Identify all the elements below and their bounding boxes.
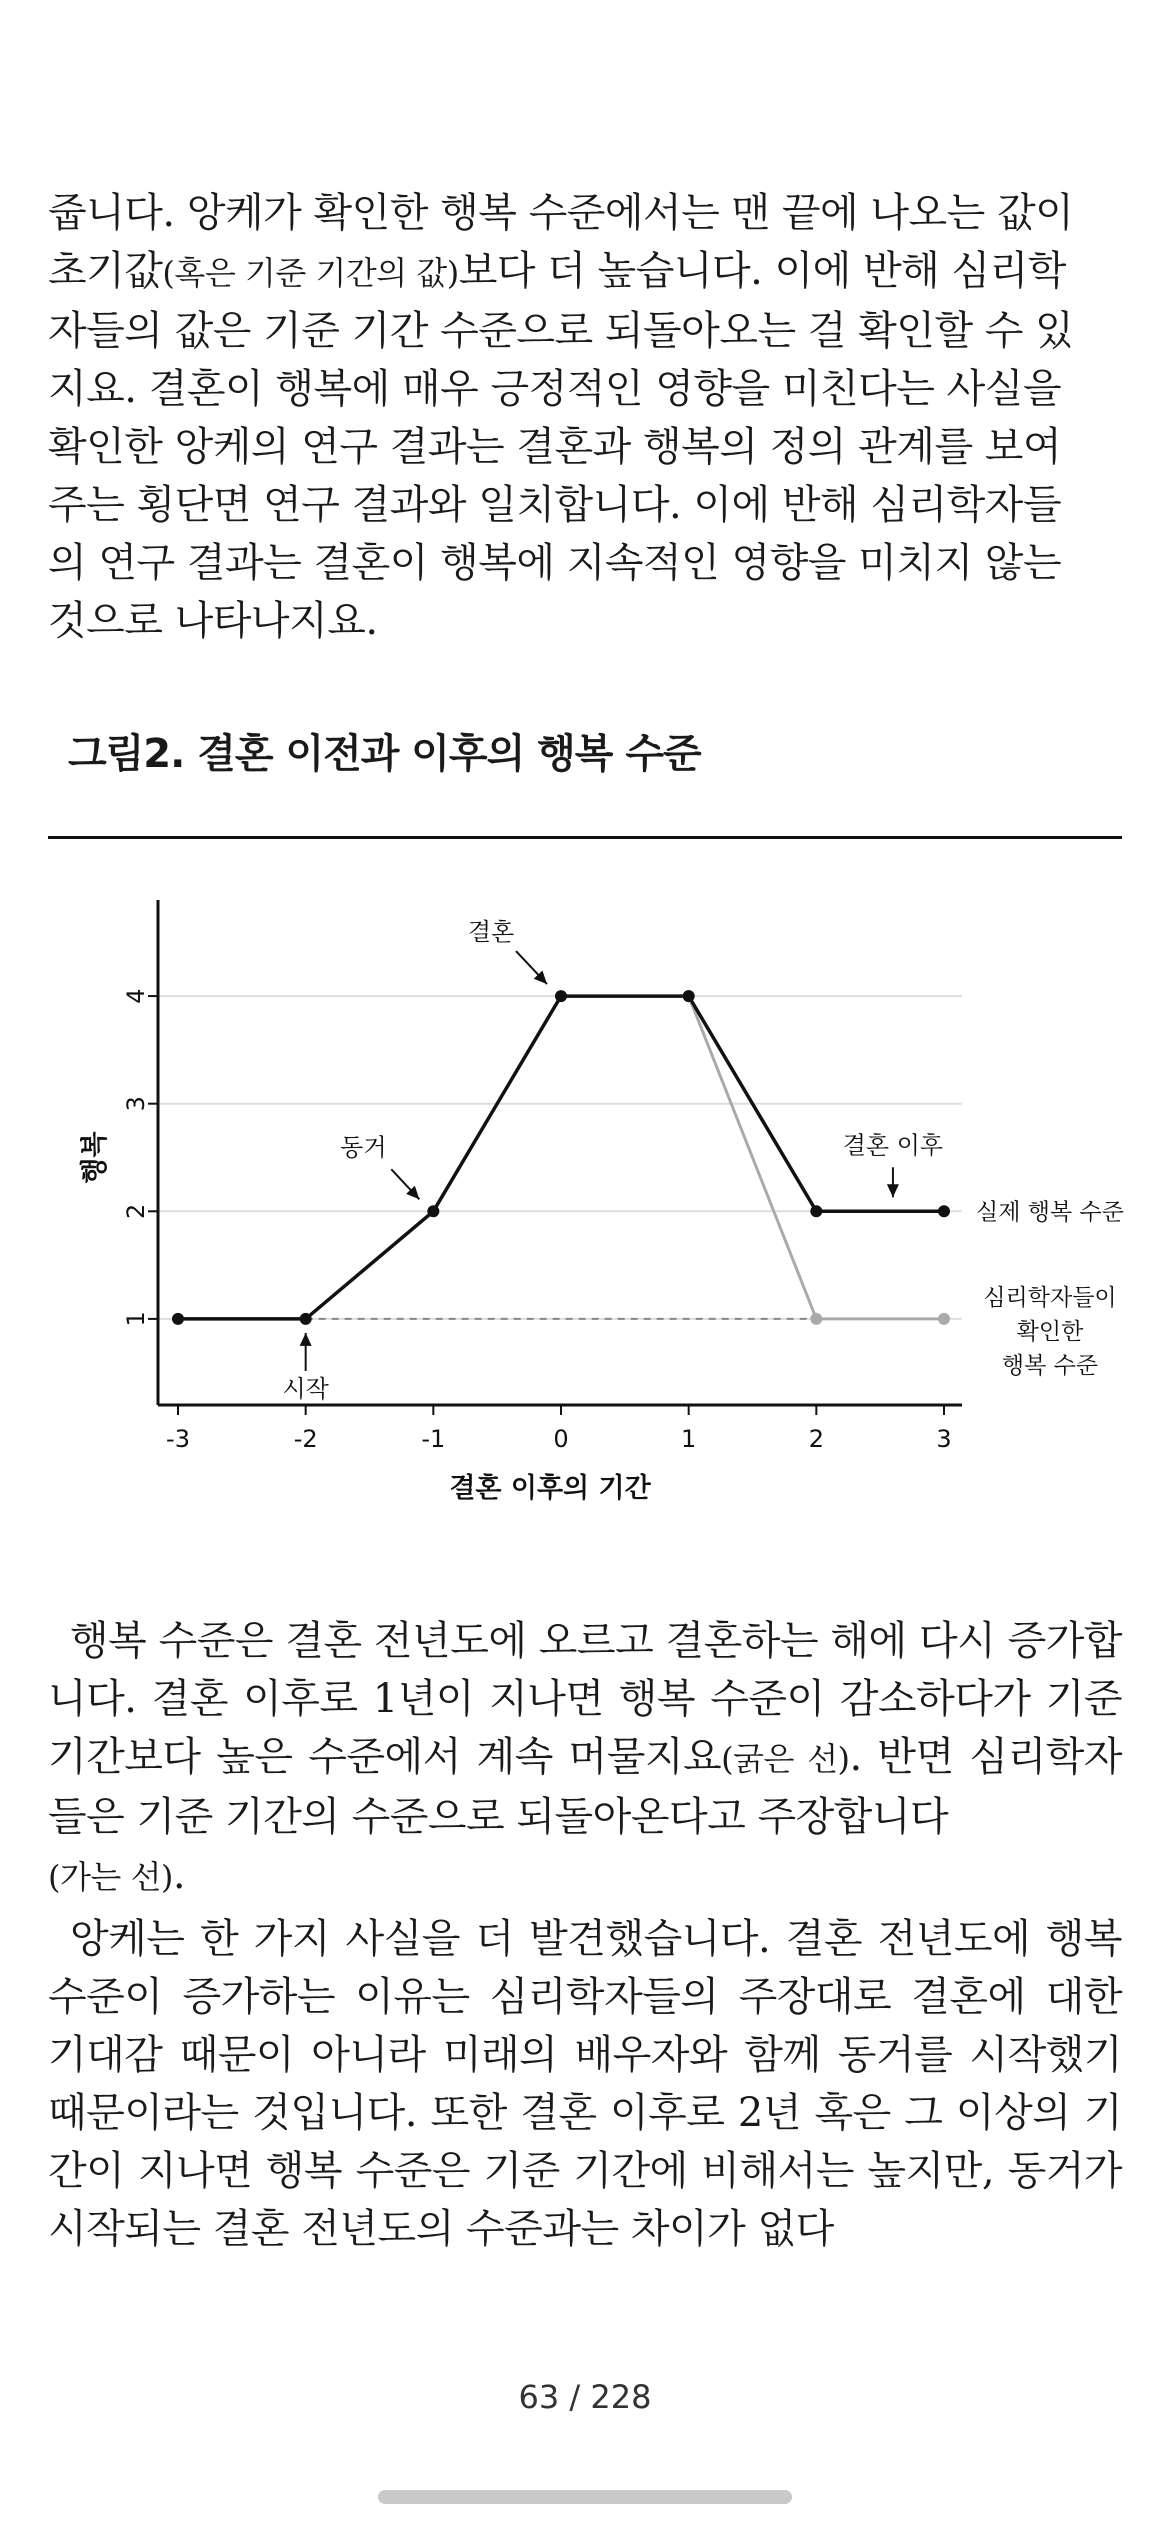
data-point xyxy=(555,990,567,1002)
series-label-actual: 실제 행복 수준 xyxy=(976,1199,1124,1226)
body-paragraph-2 xyxy=(48,1612,1122,1906)
x-tick-label: 2 xyxy=(808,1425,824,1453)
series-line xyxy=(178,996,944,1319)
data-point xyxy=(810,1313,822,1325)
y-tick-label: 3 xyxy=(122,1096,150,1112)
y-tick-label: 2 xyxy=(122,1203,150,1219)
chart-lines xyxy=(178,951,944,1371)
data-point xyxy=(938,1313,950,1325)
page-indicator: 63 / 228 xyxy=(518,2378,652,2416)
data-point xyxy=(938,1205,950,1217)
body-paragraph-3 xyxy=(48,1910,1122,2258)
x-tick-label: -1 xyxy=(421,1425,446,1453)
text-line: 초기값 xyxy=(48,248,163,294)
divider xyxy=(48,836,1122,839)
annotation-start: 시작 xyxy=(282,1374,329,1403)
text-aside: (가는 선) xyxy=(48,1858,173,1896)
arrow-head xyxy=(300,1333,312,1346)
text-aside: (굵은 선) xyxy=(721,1740,850,1778)
text-line: 확인한 앙케의 연구 결과는 결혼과 행복의 정의 관계를 보여 xyxy=(48,424,1062,470)
text-line: 주는 횡단면 연구 결과와 일치합니다. 이에 반해 심리학자들 xyxy=(48,482,1062,528)
series-label-psych: 행복 수준 xyxy=(1001,1352,1099,1379)
figure-title: 그림2. 결혼 이전과 이후의 행복 수준 xyxy=(68,731,701,777)
text-line: 자들의 값은 기준 기간 수준으로 되돌아오는 걸 확인할 수 있 xyxy=(48,308,1074,354)
data-point xyxy=(810,1205,822,1217)
series-label-psych: 확인한 xyxy=(1016,1318,1084,1345)
x-axis-label: 결혼 이후의 기간 xyxy=(449,1473,651,1504)
arrow-head xyxy=(887,1184,899,1197)
body-paragraph-1 xyxy=(48,184,1122,650)
annotation-marriage: 결혼 xyxy=(467,918,515,947)
happiness-chart xyxy=(0,880,1170,1520)
x-tick-label: 3 xyxy=(936,1425,952,1453)
y-axis-label: 행복 xyxy=(79,1131,111,1184)
text-run: 앙케는 한 가지 사실을 더 발견했습니다. 결혼 전년도에 행복 수준이 증가하는 이유는 심리학자들의 주장대로 결혼에 대한 기대감 때문이 아니라 미래의 배우자와 함께 동거를 시작했기 때문이라는 것입니다. 또한 결혼 이후로 2년 혹은 그 이상의 기간이 지나면 행복 수준은 기준 기간에 비해서는 높지만, 동거가 시작되는 결혼 전년도의 수준과는 차이가 없다 xyxy=(48,1916,1122,2252)
home-indicator[interactable] xyxy=(378,2490,792,2504)
x-tick-label: 1 xyxy=(681,1425,697,1453)
chart-marks xyxy=(172,990,950,1325)
y-tick-label: 4 xyxy=(122,988,150,1004)
text-line: 보다 더 높습니다. 이에 반해 심리학 xyxy=(458,248,1066,294)
data-point xyxy=(427,1205,439,1217)
chart-grid xyxy=(158,996,962,1319)
data-point xyxy=(172,1313,184,1325)
annotation-after-marriage: 결혼 이후 xyxy=(842,1131,944,1160)
text-line: 의 연구 결과는 결혼이 행복에 지속적인 영향을 미치지 않는 xyxy=(48,540,1062,586)
text-line: 것으로 나타나지요. xyxy=(48,598,378,644)
text-aside: (혹은 기준 기간의 값) xyxy=(162,254,459,292)
text-line: 줍니다. 앙케가 확인한 행복 수준에서는 맨 끝에 나오는 값이 xyxy=(48,190,1074,236)
text-run: . xyxy=(172,1852,186,1898)
data-point xyxy=(683,990,695,1002)
x-tick-label: -3 xyxy=(166,1425,190,1453)
annotation-cohabitation: 동거 xyxy=(340,1133,387,1162)
chart-axes xyxy=(148,900,962,1415)
data-point xyxy=(300,1313,312,1325)
text-run: 행복 수준은 결혼 전년도에 오르고 결혼하는 해에 다시 증가합니다. 결혼 이후로 1년이 지나면 행복 수준이 감소하다가 기준 기간보다 높은 수준에서 계속 머물지요 xyxy=(48,1618,1122,1780)
y-tick-label: 1 xyxy=(122,1311,150,1327)
text-run: . 반면 심리학자들은 기준 기간의 수준으로 되돌아온다고 주장합니다 xyxy=(48,1734,1122,1840)
x-tick-label: 0 xyxy=(553,1425,569,1453)
text-line: 지요. 결혼이 행복에 매우 긍정적인 영향을 미친다는 사실을 xyxy=(48,366,1062,412)
series-label-psych: 심리학자들이 xyxy=(983,1284,1117,1311)
x-tick-label: -2 xyxy=(293,1425,318,1453)
